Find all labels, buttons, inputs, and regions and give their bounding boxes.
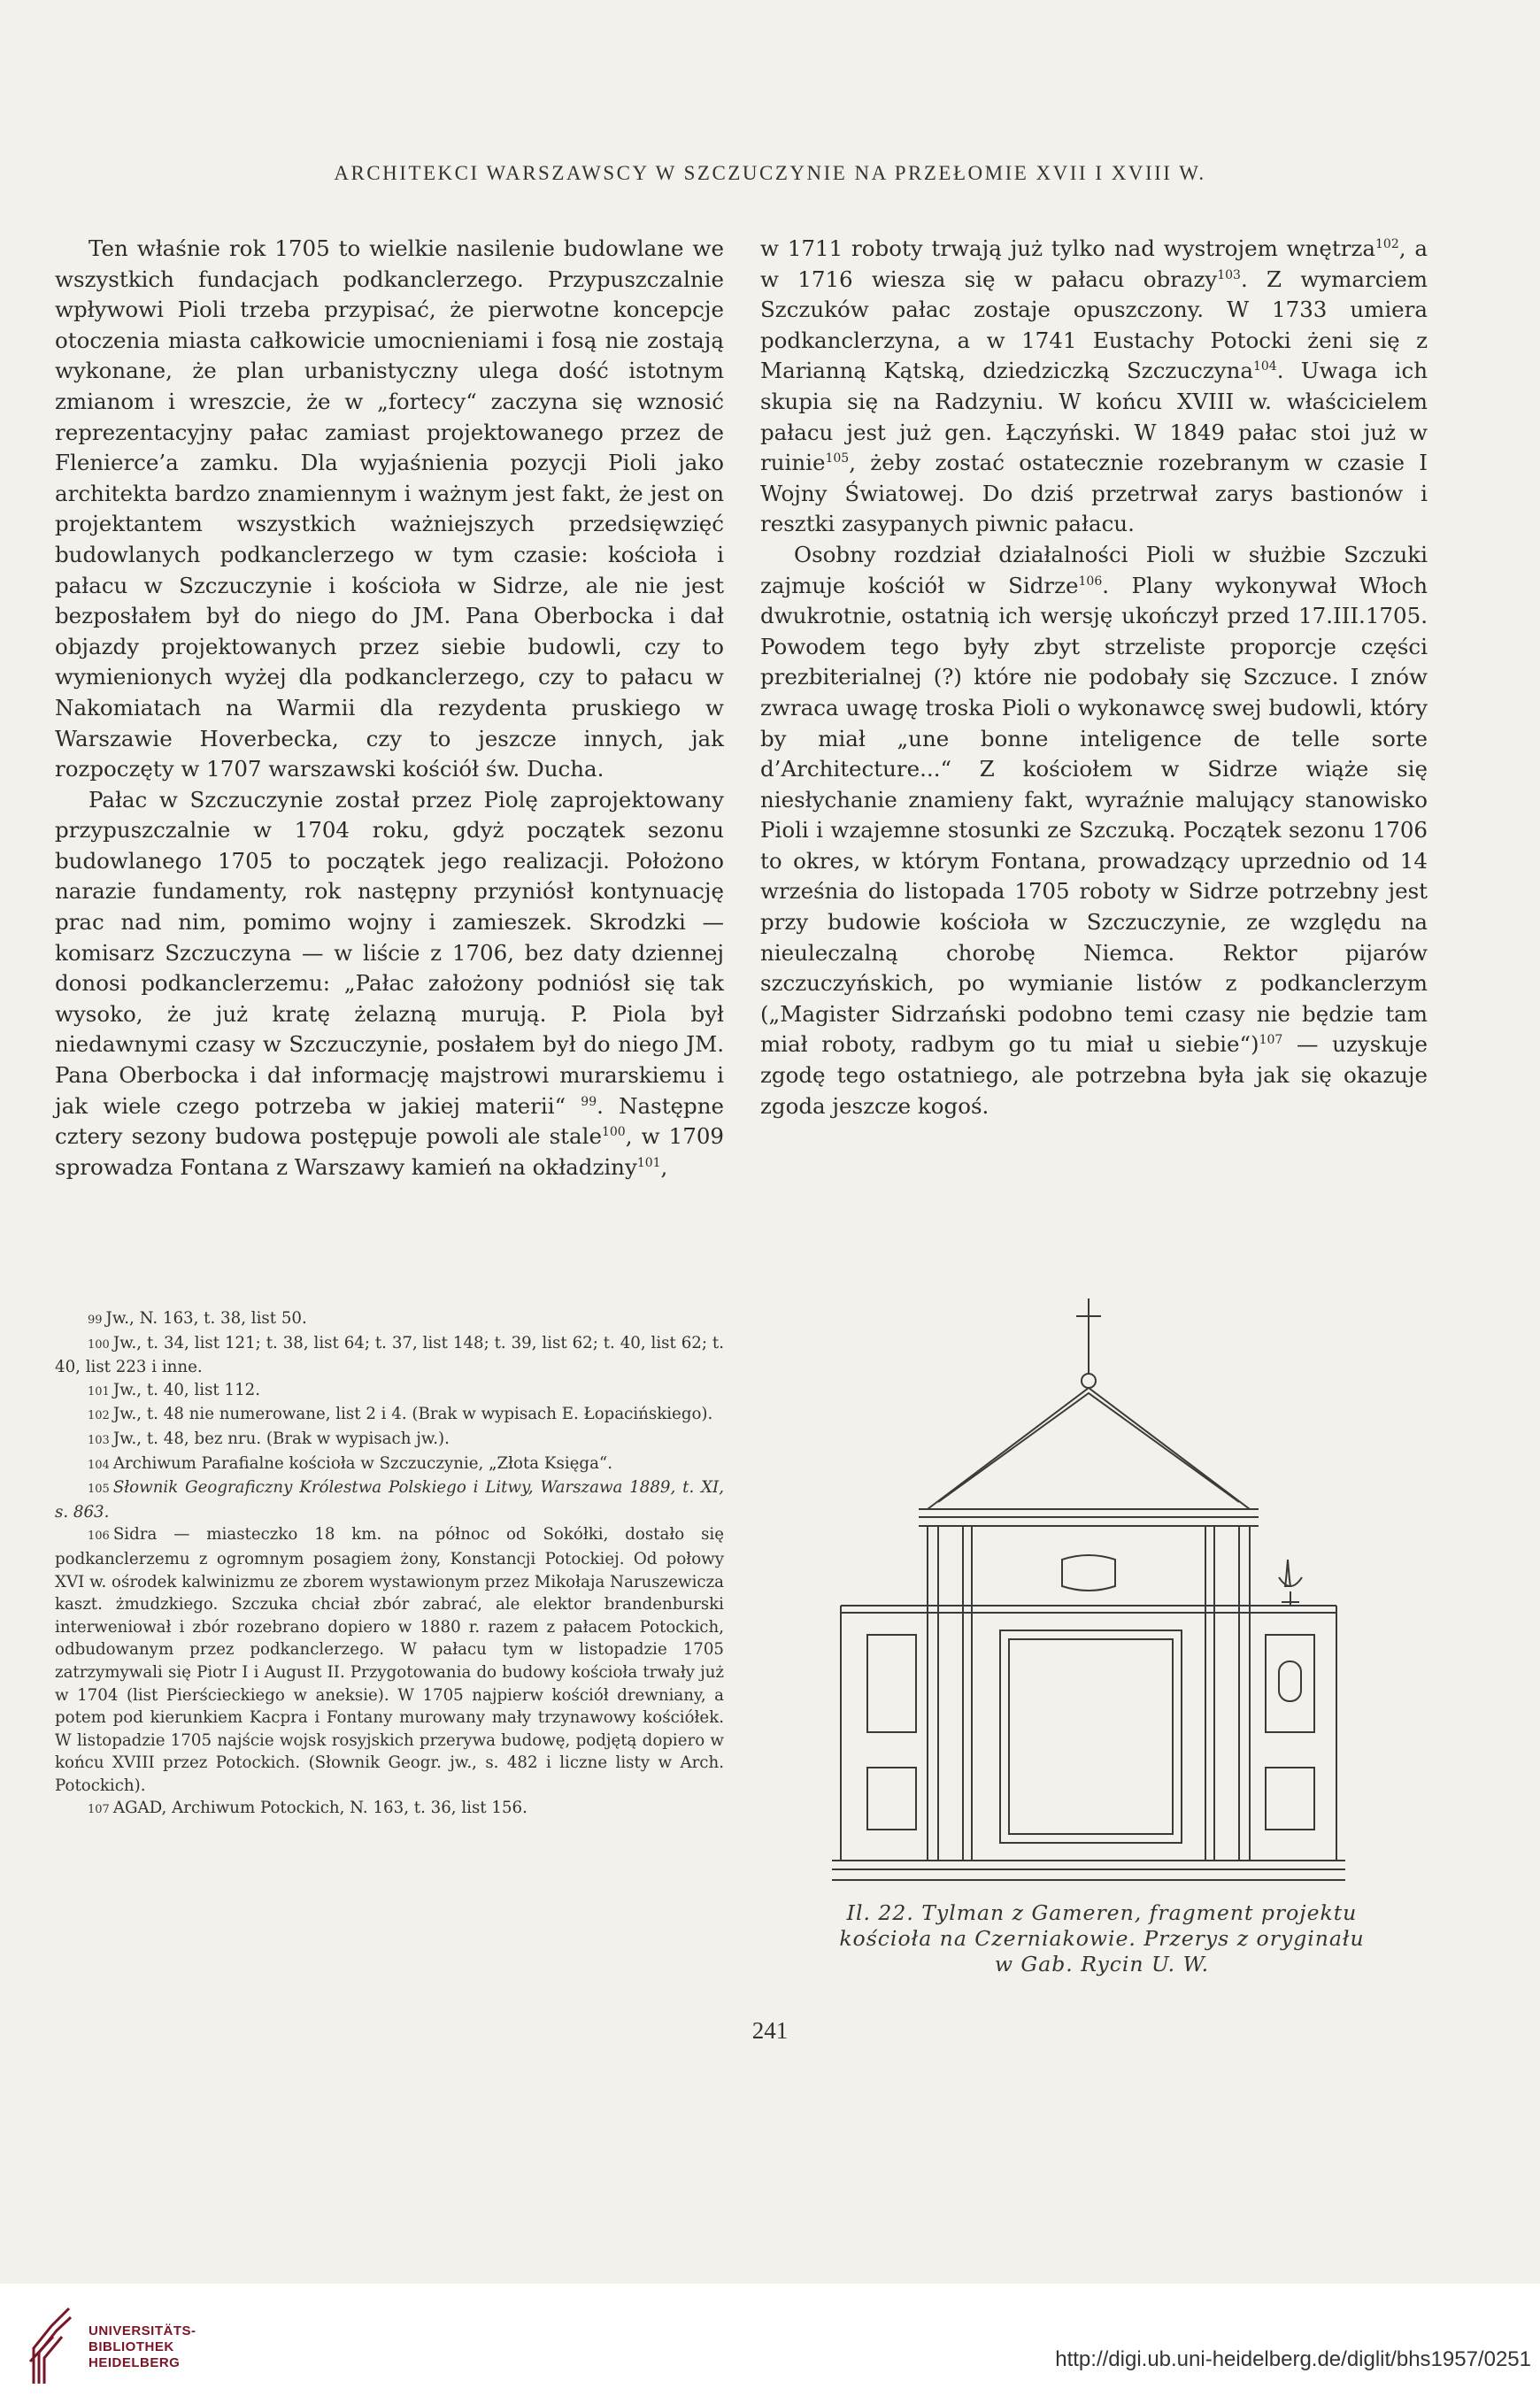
- university-library-logo-icon[interactable]: [27, 2300, 76, 2388]
- left-paragraph-2: [55, 785, 724, 1183]
- church-facade-drawing: [832, 1294, 1434, 1887]
- facade-body: [832, 1526, 1345, 1880]
- footnote-text: Jw., t. 48 nie numerowane, list 2 i 4. (Brak w wypisach E. Łopacińskiego).: [112, 1405, 713, 1424]
- left-paragraph-1: Ten właśnie rok 1705 to wielkie nasilenie budowlane we wszystkich fundacjach podkanclerzego. Przypuszczalnie wpływowi Pioli trzeba przypisać, że pierwotne koncepcje otoczenia miasta całkowicie umocnieniami i fosą nie zostają wykonane, że plan urbanistyczny ulega dość istotnym zmianom i wreszcie, że w „fortecy“ zaczyna się wznosić reprezentacyjny pałac zamiast projektowanego przez de Flenierce’a zamku. Dla wyjaśnienia pozycji Pioli jako architekta bardzo znamiennym i ważnym jest fakt, że jest on projektantem wszystkich ważniejszych przedsięwzięć budowlanych podkanclerzego w tym czasie: kościoła i pałacu w Szczuczynie i kościoła w Sidrze, ale nie jest bezposłałem był do niego do JM. Pana Oberbocka i dał objazdy projektowanych przez siebie budowli, czy to wymienionych wyżej dla podkanclerzego, czy to pałacu w Nakomiatach na Warmii dla rezydenta pruskiego w Warszawie Hoverbecka, czy to jeszcze innych, jak rozpoczęty w 1707 warszawski kościół św. Ducha.: [55, 235, 724, 782]
- footnote-number: 100: [88, 1337, 110, 1352]
- footnote-number: 104: [88, 1458, 110, 1472]
- footnote-text: Słownik Geograficzny Królestwa Polskiego i Litwy, Warszawa 1889, t. XI, s. 863.: [55, 1478, 724, 1522]
- right-column: [760, 234, 1428, 1121]
- footnote-ref[interactable]: 104: [1252, 359, 1277, 374]
- footnote-number: 106: [88, 1529, 110, 1544]
- footnote-text: Jw., N. 163, t. 38, list 50.: [105, 1309, 307, 1328]
- running-header: ARCHITEKCI WARSZAWSCY W SZCZUCZYNIE NA PRZEŁOMIE XVII I XVIII W.: [334, 162, 1206, 184]
- library-name-line: BIBLIOTHEK: [89, 2339, 174, 2354]
- footnote-text: AGAD, Archiwum Potockich, N. 163, t. 36, list 156.: [112, 1799, 527, 1818]
- library-footer: [0, 2284, 1540, 2404]
- caption-line: Il. 22. Tylman z Gameren, fragment projektu: [846, 1900, 1358, 1925]
- footnote-ref[interactable]: 107: [1259, 1033, 1283, 1048]
- footnote-item: [55, 1379, 724, 1404]
- footnote-text: Jw., t. 40, list 112.: [112, 1380, 261, 1399]
- text-run: , w 1709 sprowadza Fontana z Warszawy kamień na okładziny: [55, 1123, 725, 1180]
- text-run: w 1711 roboty trwają już tylko nad wystrojem wnętrza: [760, 235, 1375, 261]
- footnote-ref[interactable]: 103: [1217, 267, 1241, 282]
- library-name-line: HEIDELBERG: [89, 2355, 181, 2370]
- library-name: [89, 2323, 196, 2371]
- caption-line: kościoła na Czerniakowie. Przerys z oryginału: [839, 1926, 1365, 1951]
- right-paragraph-1: [760, 234, 1428, 540]
- footnote-ref[interactable]: 105: [825, 451, 850, 466]
- library-name-line: UNIVERSITÄTS-: [89, 2323, 196, 2339]
- text-run: . Następne cztery sezony budowa postępuje powoli ale stale: [55, 1092, 725, 1150]
- page-number: 241: [751, 2017, 789, 2044]
- footnote-item: [55, 1332, 724, 1379]
- footnote-number: 105: [88, 1483, 110, 1497]
- right-paragraph-2: [760, 540, 1428, 1121]
- footnote-ref[interactable]: 101: [636, 1155, 661, 1170]
- footnote-number: 101: [88, 1384, 110, 1398]
- text-run: . Uwaga ich skupia się na Radzyniu. W końcu XVIII w. właścicielem pałacu jest już gen. Łączyński. W 1849 pałac stoi już w ruinie: [760, 358, 1428, 476]
- footnote-ref[interactable]: 99: [581, 1094, 597, 1109]
- footnote-number: 102: [88, 1409, 110, 1423]
- text-run: , a w 1716 wiesza się w pałacu obrazy: [760, 235, 1428, 292]
- text-run: , żeby zostać ostatecznie rozebranym w czasie I Wojny Światowej. Do dziś przetrwał zarys bastionów i resztki zasypanych piwnic pałacu.: [760, 450, 1428, 537]
- footnote-item: [55, 1476, 724, 1523]
- text-run: ,: [660, 1153, 668, 1180]
- cross-icon: [1076, 1298, 1101, 1388]
- text-run: . Plany wykonywał Włoch dwukrotnie, ostatnią ich wersję ukończył przed 17.III.1705. Powodem tego były zbyt strzeliste proporcje części prezbiterialnej (?) które nie podobały się Szczuce. I znów zwraca uwagę troska Pioli o wykonawcę swej budowli, który by miał „une bonne inteligence de telle sorte d’Architecture...“ Z kościołem w Sidrze wiąże się niesłychanie znamieny fakt, wyraźnie malujący stanowisko Pioli i wzajemne stosunki ze Szczuką. Początek sezonu 1706 to okres, w którym Fontana, prowadzący uprzednio od 14 września do listopada 1705 roboty w Sidrze potrzebny jest przy budowie kościoła w Szczuczynie, ze względu na nieuleczalną chorobę Niemca. Rektor pijarów szczuczyńskich, po wymianie listów z podkanclerzym („Magister Sidrzański podobno temi czasy nie będzie tam miał roboty, radbym go tu miał u siebie“): [760, 572, 1428, 1058]
- footnote-text: Archiwum Parafialne kościoła w Szczuczynie, „Złota Księga“.: [112, 1453, 612, 1473]
- footnote-number: 107: [88, 1803, 110, 1817]
- footnote-item: [55, 1523, 724, 1797]
- text-run: . Z wymarciem Szczuków pałac zostaje opuszczony. W 1733 umiera podkanclerzyna, a w 1741 Eustachy Potocki żeni się z Marianną Kątską, dziedziczką Szczuczyna: [760, 266, 1428, 384]
- figure-caption: [779, 1900, 1425, 1977]
- footnote-item: [55, 1403, 724, 1428]
- footnote-item: [55, 1428, 724, 1452]
- left-column: [55, 234, 724, 1183]
- footnote-item: [55, 1307, 724, 1332]
- footnote-number: 103: [88, 1433, 110, 1447]
- footnote-item: [55, 1797, 724, 1822]
- text-run: — uzyskuje zgodę tego ostatniego, ale potrzebna była jak się okazuje zgoda jeszcze kogoś.: [760, 1031, 1428, 1119]
- footnote-text: Sidra — miasteczko 18 km. na północ od Sokółki, dostało się podkanclerzemu z ogromnym posagiem żony, Konstancji Potockiej. Od połowy XVI w. ośrodek kalwinizmu ze zborem wystawionym przez Mikołaja Naruszewicza kaszt. żmudzkiego. Szczuka chciał zbór zabrać, ale elektor brandenburski interweniował i zbór rozebrano dopiero w 1880 r. razem z pałacem Potockich, odbudowanym przez podkanclerzego. W pałacu tym w listopadzie 1705 zatrzymywali się Piotr I i August II. Przygotowania do budowy kościoła trwały już w 1704 (list Pierścieckiego w aneksie). W 1705 najpierw kościół drewniany, a potem pod kierunkiem Kacpra i Fontany murowany mały trzynawowy kościółek. W listopadzie 1705 najście wojsk rosyjskich przerywa budowę, podjętą dopiero w końcu XVIII przez Potockich. (Słownik Geogr. jw., s. 482 i liczne listy w Arch. Potockich).: [55, 1525, 724, 1795]
- footnotes: [55, 1307, 724, 1822]
- footnote-ref[interactable]: 106: [1078, 574, 1103, 589]
- pediment: [919, 1388, 1259, 1526]
- footnote-text: Jw., t. 48, bez nru. (Brak w wypisach jw.).: [112, 1429, 450, 1448]
- text-run: Osobny rozdział działalności Pioli w służbie Szczuki zajmuje kościół w Sidrze: [760, 541, 1428, 598]
- footnote-ref[interactable]: 102: [1375, 237, 1399, 251]
- footnote-text: Jw., t. 34, list 121; t. 38, list 64; t. 37, list 148; t. 39, list 62; t. 40, list 62; t. 40, list 223 i inne.: [55, 1333, 724, 1377]
- text-run: Pałac w Szczuczynie został przez Piolę zaprojektowany przypuszczalnie w 1704 roku, gdyż początek sezonu budowlanego 1705 to początek jego realizacji. Położono narazie fundamenty, rok następny przyniósł kontynuację prac nad nim, pomimo wojny i zamieszek. Skrodzki — komisarz Szczuczyna — w liście z 1706, bez daty dziennej donosi podkanclerzemu: „Pałac założony podniósł się tak wysoko, że już kratę żelazną murują. P. Piola był niedawnymi czasy w Szczuczynie, posłałem był do niego JM. Pana Oberbocka i dał informację majstrowi murarskiemu i jak wiele czego potrzeba w jakiej materii“: [55, 786, 724, 1119]
- footnote-number: 99: [88, 1314, 103, 1327]
- footnote-ref[interactable]: 100: [601, 1125, 626, 1140]
- urn-finial-icon: [1279, 1560, 1302, 1606]
- caption-line: w Gab. Rycin U. W.: [994, 1952, 1210, 1976]
- footnote-item: [55, 1452, 724, 1477]
- permalink-url[interactable]: http://digi.ub.uni-heidelberg.de/diglit/bhs1957/0251: [1055, 2347, 1531, 2371]
